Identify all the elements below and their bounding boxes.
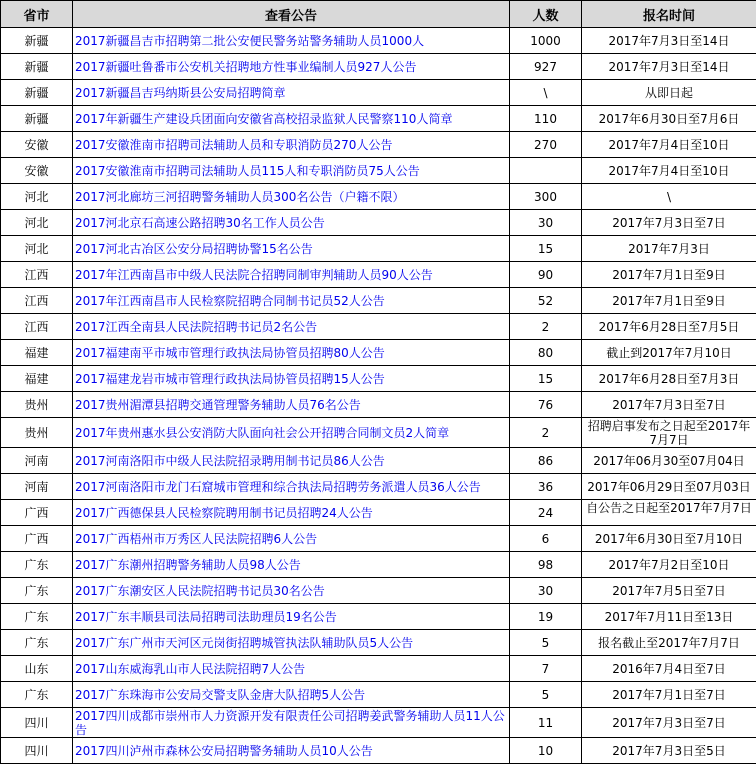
province-cell: 新疆 [1, 28, 73, 54]
count-cell: 36 [510, 474, 582, 500]
province-cell: 广东 [1, 552, 73, 578]
table-body [1, 28, 756, 764]
count-cell: 80 [510, 340, 582, 366]
table-row [1, 288, 756, 314]
count-cell: 5 [510, 630, 582, 656]
province-cell: 江西 [1, 288, 73, 314]
notice-cell [73, 418, 510, 448]
notice-link[interactable]: 2017福建南平市城市管理行政执法局协管员招聘80人公告 [75, 346, 385, 360]
signup-time-cell: 2017年7月3日至7日 [582, 210, 756, 236]
notice-link[interactable]: 2017广东潮州招聘警务辅助人员98人公告 [75, 558, 301, 572]
table-row [1, 500, 756, 526]
province-cell: 广东 [1, 630, 73, 656]
table-row [1, 340, 756, 366]
table-row [1, 54, 756, 80]
table-row [1, 474, 756, 500]
notice-cell [73, 656, 510, 682]
table-row [1, 656, 756, 682]
table-row [1, 314, 756, 340]
notice-cell [73, 448, 510, 474]
header-signup-time: 报名时间 [582, 1, 756, 28]
province-cell: 新疆 [1, 54, 73, 80]
count-cell: 300 [510, 184, 582, 210]
count-cell: 98 [510, 552, 582, 578]
province-cell: 山东 [1, 656, 73, 682]
count-cell: 5 [510, 682, 582, 708]
notice-link[interactable]: 2017安徽淮南市招聘司法辅助人员115人和专职消防员75人公告 [75, 164, 420, 178]
signup-time-cell: 2017年7月1日至9日 [582, 262, 756, 288]
header-province: 省市 [1, 1, 73, 28]
table-row [1, 80, 756, 106]
notice-cell [73, 682, 510, 708]
signup-time-cell: 报名截止至2017年7月7日 [582, 630, 756, 656]
province-cell: 广东 [1, 604, 73, 630]
count-cell: 10 [510, 738, 582, 764]
count-cell: 270 [510, 132, 582, 158]
count-cell: 52 [510, 288, 582, 314]
province-cell: 贵州 [1, 418, 73, 448]
table-row [1, 236, 756, 262]
notice-cell [73, 28, 510, 54]
count-cell: 927 [510, 54, 582, 80]
table-row [1, 28, 756, 54]
notice-link[interactable]: 2017广西德保县人民检察院聘用制书记员招聘24人公告 [75, 506, 373, 520]
table-row [1, 448, 756, 474]
notice-cell [73, 340, 510, 366]
province-cell: 新疆 [1, 106, 73, 132]
count-cell: 1000 [510, 28, 582, 54]
notice-link[interactable]: 2017四川成都市崇州市人力资源开发有限责任公司招聘姜武警务辅助人员11人公告 [75, 709, 505, 737]
notice-link[interactable]: 2017新疆昌吉玛纳斯县公安局招聘简章 [75, 86, 286, 100]
province-cell: 福建 [1, 366, 73, 392]
signup-time-cell: 2017年7月4日至10日 [582, 158, 756, 184]
notice-cell [73, 708, 510, 738]
notice-link[interactable]: 2017河北京石高速公路招聘30名工作人员公告 [75, 216, 325, 230]
notice-link[interactable]: 2017广东珠海市公安局交警支队金唐大队招聘5人公告 [75, 688, 365, 702]
notice-link[interactable]: 2017河南洛阳市龙门石窟城市管理和综合执法局招聘劳务派遣人员36人公告 [75, 480, 481, 494]
province-cell: 新疆 [1, 80, 73, 106]
signup-time-cell: 2017年7月11日至13日 [582, 604, 756, 630]
signup-time-cell: 2017年7月3日至7日 [582, 392, 756, 418]
notice-link[interactable]: 2017广东潮安区人民法院招聘书记员30名公告 [75, 584, 325, 598]
province-cell: 广东 [1, 682, 73, 708]
signup-time-cell: 2017年6月28日至7月5日 [582, 314, 756, 340]
signup-time-cell: 2017年7月3日 [582, 236, 756, 262]
header-count: 人数 [510, 1, 582, 28]
province-cell: 江西 [1, 262, 73, 288]
count-cell: 86 [510, 448, 582, 474]
province-cell: 河北 [1, 184, 73, 210]
table-row [1, 552, 756, 578]
signup-time-cell: 2017年6月28日至7月3日 [582, 366, 756, 392]
notice-cell [73, 132, 510, 158]
signup-time-cell: 自公告之日起至2017年7月7日 [582, 500, 756, 526]
table-row [1, 392, 756, 418]
signup-time-cell: 2017年7月4日至10日 [582, 132, 756, 158]
notice-cell [73, 630, 510, 656]
notice-link[interactable]: 2017广东广州市天河区元岗街招聘城管执法队辅助队员5人公告 [75, 636, 413, 650]
province-cell: 安徽 [1, 158, 73, 184]
notice-cell [73, 500, 510, 526]
count-cell: 7 [510, 656, 582, 682]
notice-cell [73, 54, 510, 80]
signup-time-cell: 截止到2017年7月10日 [582, 340, 756, 366]
count-cell: 2 [510, 314, 582, 340]
notice-link[interactable]: 2017福建龙岩市城市管理行政执法局协管员招聘15人公告 [75, 372, 385, 386]
province-cell: 广西 [1, 500, 73, 526]
province-cell: 河北 [1, 236, 73, 262]
count-cell: 15 [510, 366, 582, 392]
count-cell: 24 [510, 500, 582, 526]
signup-time-cell: 2017年7月5日至7日 [582, 578, 756, 604]
notice-cell [73, 366, 510, 392]
notice-cell [73, 552, 510, 578]
notice-link[interactable]: 2017年贵州惠水县公安消防大队面向社会公开招聘合同制文员2人简章 [75, 426, 449, 440]
notice-link[interactable]: 2017山东威海乳山市人民法院招聘7人公告 [75, 662, 305, 676]
notice-cell [73, 158, 510, 184]
table-row [1, 158, 756, 184]
signup-time-cell: 2016年7月4日至7日 [582, 656, 756, 682]
notice-link[interactable]: 2017贵州湄潭县招聘交通管理警务辅助人员76名公告 [75, 398, 361, 412]
notice-link[interactable]: 2017年江西南昌市人民检察院招聘合同制书记员52人公告 [75, 294, 385, 308]
province-cell: 河南 [1, 474, 73, 500]
signup-time-cell: 2017年06月29日至07月03日 [582, 474, 756, 500]
count-cell: 15 [510, 236, 582, 262]
table-row [1, 132, 756, 158]
notice-link[interactable]: 2017新疆吐鲁番市公安机关招聘地方性事业编制人员927人公告 [75, 60, 416, 74]
signup-time-cell: \ [582, 184, 756, 210]
table-row [1, 106, 756, 132]
notice-link[interactable]: 2017河北古冶区公安分局招聘协警15名公告 [75, 242, 313, 256]
notice-link[interactable]: 2017河南洛阳市中级人民法院招录聘用制书记员86人公告 [75, 454, 385, 468]
table-row [1, 708, 756, 738]
table-row [1, 526, 756, 552]
signup-time-cell: 2017年06月30至07月04日 [582, 448, 756, 474]
table-row [1, 682, 756, 708]
header-notice: 查看公告 [73, 1, 510, 28]
notice-link[interactable]: 2017安徽淮南市招聘司法辅助人员和专职消防员270人公告 [75, 138, 392, 152]
signup-time-cell: 2017年6月30日至7月6日 [582, 106, 756, 132]
table-row [1, 418, 756, 448]
count-cell [510, 158, 582, 184]
province-cell: 四川 [1, 708, 73, 738]
notice-link[interactable]: 2017新疆昌吉市招聘第二批公安便民警务站警务辅助人员1000人 [75, 34, 424, 48]
table-row [1, 184, 756, 210]
count-cell: 6 [510, 526, 582, 552]
notice-cell [73, 80, 510, 106]
signup-time-cell: 2017年7月3日至14日 [582, 54, 756, 80]
notice-cell [73, 288, 510, 314]
notice-cell [73, 604, 510, 630]
table-row [1, 738, 756, 764]
notice-cell [73, 392, 510, 418]
notice-link[interactable]: 2017广西梧州市万秀区人民法院招聘6人公告 [75, 532, 317, 546]
signup-time-cell: 2017年7月2日至10日 [582, 552, 756, 578]
notice-link[interactable]: 2017江西全南县人民法院招聘书记员2名公告 [75, 320, 317, 334]
notice-cell [73, 526, 510, 552]
count-cell: 110 [510, 106, 582, 132]
signup-time-cell: 2017年7月1日至7日 [582, 682, 756, 708]
province-cell: 广西 [1, 526, 73, 552]
province-cell: 四川 [1, 738, 73, 764]
notice-link[interactable]: 2017四川泸州市森林公安局招聘警务辅助人员10人公告 [75, 744, 373, 758]
count-cell: \ [510, 80, 582, 106]
table-row [1, 262, 756, 288]
signup-time-cell: 2017年7月1日至9日 [582, 288, 756, 314]
count-cell: 90 [510, 262, 582, 288]
notice-cell [73, 578, 510, 604]
province-cell: 福建 [1, 340, 73, 366]
province-cell: 贵州 [1, 392, 73, 418]
table-row [1, 578, 756, 604]
notice-cell [73, 738, 510, 764]
notice-link[interactable]: 2017广东丰顺县司法局招聘司法助理员19名公告 [75, 610, 337, 624]
notice-cell [73, 236, 510, 262]
table-row [1, 210, 756, 236]
signup-time-cell: 招聘启事发布之日起至2017年7月7日 [582, 418, 756, 448]
signup-time-cell: 2017年7月3日至7日 [582, 708, 756, 738]
notice-cell [73, 210, 510, 236]
province-cell: 江西 [1, 314, 73, 340]
notice-cell [73, 262, 510, 288]
count-cell: 11 [510, 708, 582, 738]
signup-time-cell: 2017年6月30日至7月10日 [582, 526, 756, 552]
province-cell: 安徽 [1, 132, 73, 158]
province-cell: 广东 [1, 578, 73, 604]
notice-cell [73, 106, 510, 132]
count-cell: 76 [510, 392, 582, 418]
header-row [1, 1, 756, 28]
notice-cell [73, 314, 510, 340]
count-cell: 30 [510, 210, 582, 236]
count-cell: 2 [510, 418, 582, 448]
signup-time-cell: 从即日起 [582, 80, 756, 106]
signup-time-cell: 2017年7月3日至5日 [582, 738, 756, 764]
table-row [1, 366, 756, 392]
count-cell: 30 [510, 578, 582, 604]
notice-cell [73, 474, 510, 500]
notice-link[interactable]: 2017河北廊坊三河招聘警务辅助人员300名公告（户籍不限） [75, 190, 404, 204]
table-row [1, 604, 756, 630]
signup-time-cell: 2017年7月3日至14日 [582, 28, 756, 54]
province-cell: 河北 [1, 210, 73, 236]
table-row [1, 630, 756, 656]
count-cell: 19 [510, 604, 582, 630]
notice-cell [73, 184, 510, 210]
notice-link[interactable]: 2017年江西南昌市中级人民法院合招聘同制审判辅助人员90人公告 [75, 268, 433, 282]
notice-link[interactable]: 2017年新疆生产建设兵团面向安徽省高校招录监狱人民警察110人简章 [75, 112, 452, 126]
province-cell: 河南 [1, 448, 73, 474]
